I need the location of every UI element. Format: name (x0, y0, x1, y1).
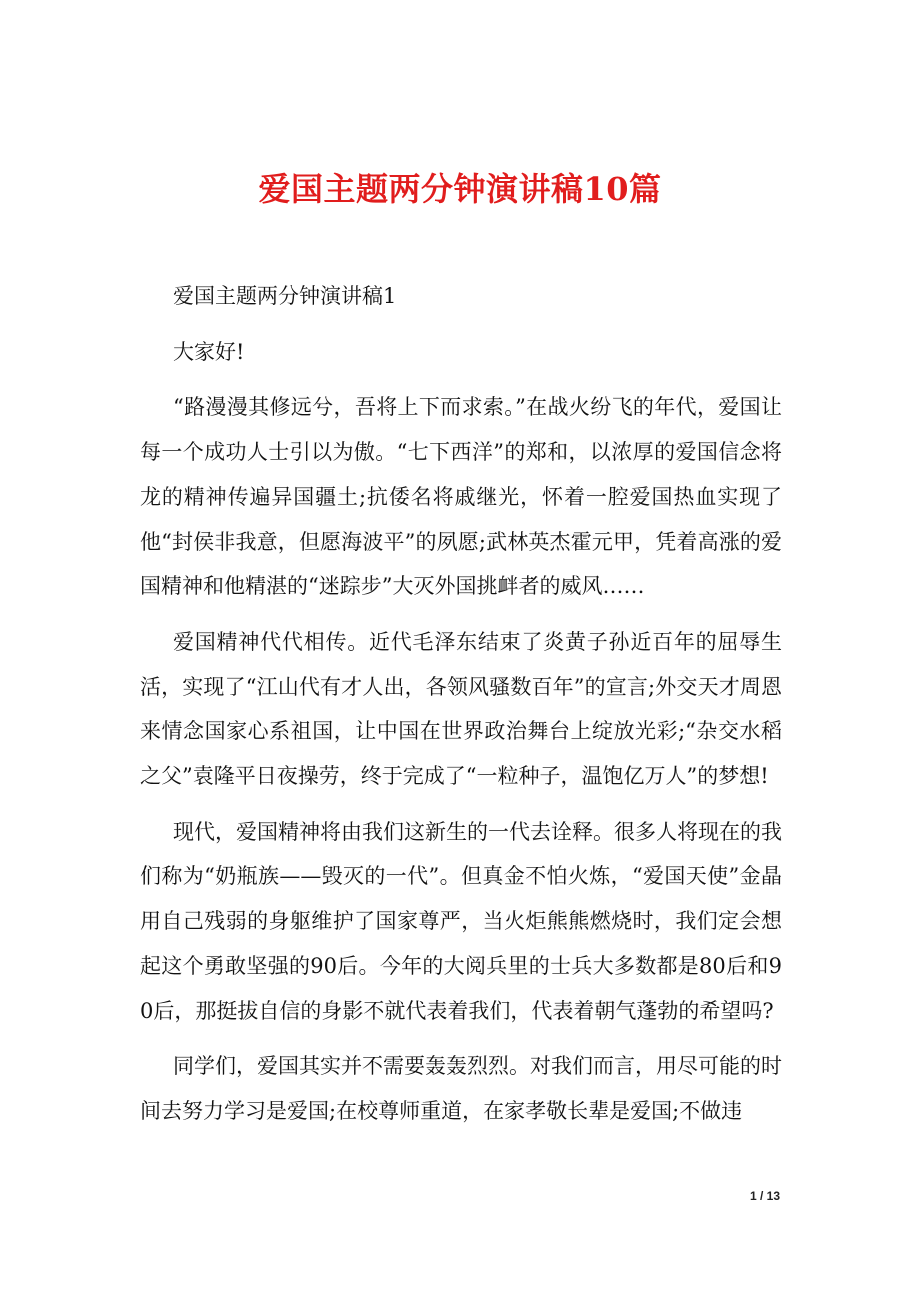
body-paragraph: 现代，爱国精神将由我们这新生的一代去诠释。很多人将现在的我们称为“奶瓶族——毁灭的一代”。但真金不怕火炼，“爱国天使”金晶用自己残弱的身躯维护了国家尊严，当火炬熊熊燃烧时，我们定会想起这个勇敢坚强的90后。今年的大阅兵里的士兵大多数都是80后和90后，那挺拔自信的身影不就代表着我们，代表着朝气蓬勃的希望吗? (140, 819, 782, 1023)
speech-heading: 爱国主题两分钟演讲稿1 (173, 284, 397, 308)
body-paragraph: “路漫漫其修远兮，吾将上下而求索。”在战火纷飞的年代，爱国让每一个成功人士引以为傲。“七下西洋”的郑和，以浓厚的爱国信念将龙的精神传遍异国疆土;抗倭名将戚继光，怀着一腔爱国热血实现了他“封侯非我意，但愿海波平”的夙愿;武林英杰霍元甲，凭着高涨的爱国精神和他精湛的“迷踪步”大灭外国挑衅者的威风…… (140, 395, 782, 599)
body-paragraph: 爱国精神代代相传。近代毛泽东结束了炎黄子孙近百年的屈辱生活，实现了“江山代有才人出，各领风骚数百年”的宣言;外交天才周恩来情念国家心系祖国，让中国在世界政治舞台上绽放光彩;“杂交水稻之父”袁隆平日夜操劳，终于完成了“一粒种子，温饱亿万人”的梦想! (140, 629, 782, 789)
document-body (140, 274, 782, 1134)
body-paragraph: 同学们，爱国其实并不需要轰轰烈烈。对我们而言，用尽可能的时间去努力学习是爱国;在校尊师重道，在家孝敬长辈是爱国;不做违 (140, 1054, 782, 1123)
greeting-paragraph: 大家好! (173, 339, 245, 364)
page-number: 1 / 13 (749, 1189, 780, 1203)
document-title: 爱国主题两分钟演讲稿10篇 (258, 170, 662, 209)
